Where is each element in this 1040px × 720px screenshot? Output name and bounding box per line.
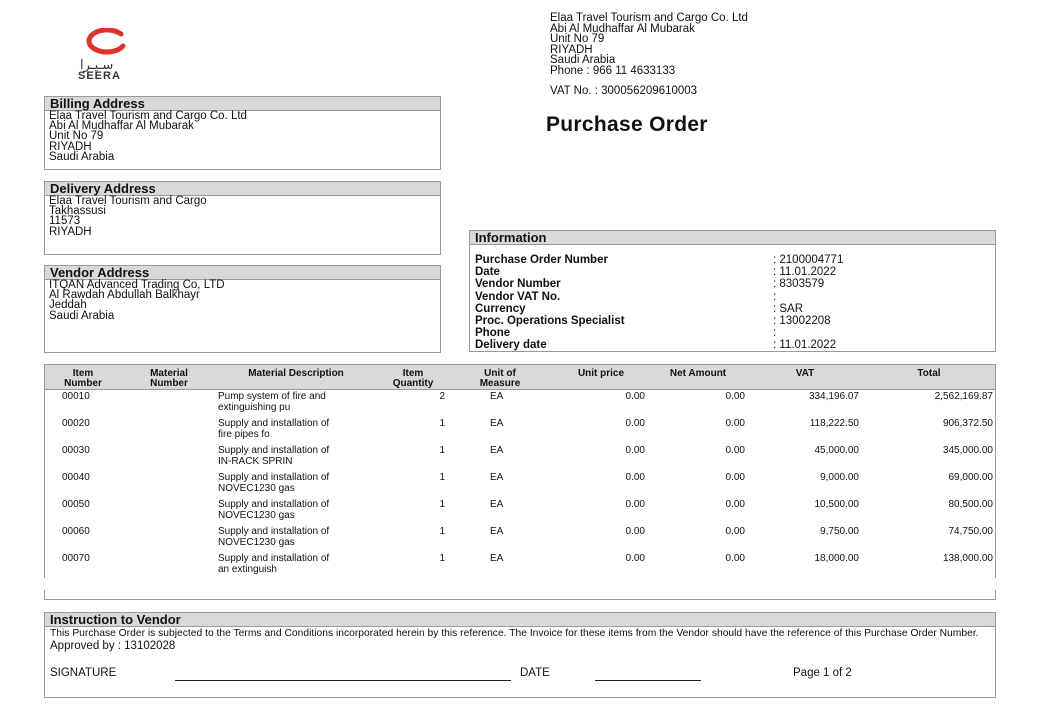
cell-quantity: 1 (439, 499, 445, 510)
cell-vat: 18,000.00 (814, 553, 859, 564)
date-line (595, 680, 701, 681)
company-line: Unit No 79 (550, 33, 605, 46)
info-row (470, 315, 995, 327)
cell-uom: EA (490, 391, 504, 402)
company-line: Abi Al Mudhaffar Al Mubarak (550, 22, 695, 35)
cell-total: 138,000.00 (942, 553, 993, 564)
cell-vat: 10,500.00 (814, 499, 859, 510)
cell-unit-price: 0.00 (625, 472, 645, 483)
table-row (45, 471, 995, 498)
billing-line: Elaa Travel Tourism and Cargo Co. Ltd (49, 110, 247, 122)
cell-vat: 334,196.07 (808, 391, 859, 402)
table-row (45, 417, 995, 444)
cell-unit-price: 0.00 (625, 553, 645, 564)
info-label: Proc. Operations Specialist (475, 314, 625, 327)
col-material-description: Material Description (248, 368, 344, 379)
cell-total: 80,500.00 (948, 499, 993, 510)
cell-item-number: 00050 (62, 499, 90, 510)
cell-item-number: 00070 (62, 553, 90, 564)
cell-quantity: 1 (439, 553, 445, 564)
info-row (470, 291, 995, 303)
col-total: Total (917, 368, 941, 379)
company-address (550, 13, 748, 77)
cell-uom: EA (490, 472, 504, 483)
cell-total: 69,000.00 (948, 472, 993, 483)
cell-net-amount: 0.00 (725, 553, 745, 564)
info-value: : 13002208 (773, 314, 831, 327)
table-row (45, 444, 995, 471)
cell-vat: 9,750.00 (820, 526, 859, 537)
cell-unit-price: 0.00 (625, 391, 645, 402)
table-row (45, 390, 995, 417)
info-label: Vendor VAT No. (475, 290, 561, 303)
items-table-header (44, 364, 996, 390)
info-value: : 8303579 (773, 278, 825, 291)
info-value: : (773, 290, 777, 303)
company-vat-number: VAT No. : 300056209610003 (550, 85, 698, 97)
cell-vat: 45,000.00 (814, 445, 859, 456)
cell-quantity: 1 (439, 445, 445, 456)
col-vat: VAT (795, 368, 815, 379)
cell-net-amount: 0.00 (725, 391, 745, 402)
col-net-amount: Net Amount (669, 368, 727, 379)
cell-unit-price: 0.00 (625, 499, 645, 510)
cell-total: 74,750.00 (948, 526, 993, 537)
info-value: : SAR (773, 302, 804, 315)
instruction-text: This Purchase Order is subjected to the Terms and Conditions incorporated herein by this reference. The Invoice for these items from the Vendor should have the reference of this Purchase Order Number. (50, 628, 979, 639)
date-label: DATE (520, 667, 550, 679)
info-value: : 2100004771 (773, 254, 844, 266)
info-row (470, 278, 995, 290)
company-line: Elaa Travel Tourism and Cargo Co. Ltd (550, 12, 748, 24)
approved-by: Approved by : 13102028 (50, 639, 176, 652)
info-value: : (773, 327, 777, 340)
cell-item-number: 00030 (62, 445, 90, 456)
billing-line: Unit No 79 (49, 130, 104, 143)
information-heading: Information (470, 231, 995, 245)
info-label: Vendor Number (475, 278, 561, 291)
signature-label: SIGNATURE (50, 667, 117, 679)
info-value: : 11.01.2022 (773, 339, 837, 352)
delivery-line: Takhassusi (49, 205, 106, 218)
cell-net-amount: 0.00 (725, 499, 745, 510)
logo-english-text: SEERA (78, 70, 121, 82)
cell-quantity: 1 (439, 418, 445, 429)
billing-line: Abi Al Mudhaffar Al Mubarak (49, 120, 194, 133)
cell-net-amount: 0.00 (725, 445, 745, 456)
info-row (470, 266, 995, 278)
logo-arabic-text: سـيـرا (80, 58, 114, 73)
cell-unit-price: 0.00 (625, 445, 645, 456)
cell-vat: 9,000.00 (820, 472, 859, 483)
delivery-line: Elaa Travel Tourism and Cargo (49, 195, 207, 207)
cell-unit-price: 0.00 (625, 418, 645, 429)
cell-total: 2,562,169.87 (934, 391, 993, 402)
info-row (470, 339, 995, 351)
info-row (470, 254, 995, 266)
cell-item-number: 00020 (62, 418, 90, 429)
cell-net-amount: 0.00 (725, 418, 745, 429)
info-label: Delivery date (475, 339, 547, 352)
cell-unit-price: 0.00 (625, 526, 645, 537)
cell-description: Supply and installation of NOVEC1230 gas (218, 472, 330, 494)
info-row (470, 303, 995, 315)
info-label: Currency (475, 302, 526, 315)
cell-uom: EA (490, 553, 504, 564)
cell-item-number: 00040 (62, 472, 90, 483)
cell-quantity: 2 (439, 391, 445, 402)
cell-total: 345,000.00 (942, 445, 993, 456)
billing-line: RIYADH (49, 140, 92, 153)
info-label: Purchase Order Number (475, 254, 608, 266)
cell-total: 906,372.50 (942, 418, 993, 429)
instruction-heading: Instruction to Vendor (45, 613, 995, 627)
info-value: : 11.01.2022 (773, 266, 837, 279)
page-number: Page 1 of 2 (793, 667, 852, 679)
col-item-number: Item Number (64, 368, 102, 389)
billing-address-heading: Billing Address (45, 97, 440, 111)
billing-line: Saudi Arabia (49, 150, 115, 163)
info-row (470, 327, 995, 339)
table-row (45, 552, 995, 579)
cell-uom: EA (490, 499, 504, 510)
vendor-address-heading: Vendor Address (45, 266, 440, 280)
cell-description: Supply and installation of NOVEC1230 gas (218, 526, 330, 548)
col-unit-price: Unit price (577, 368, 625, 379)
cell-item-number: 00010 (62, 391, 90, 402)
cell-vat: 118,222.50 (809, 418, 859, 429)
items-table-body (44, 390, 996, 578)
delivery-line: RIYADH (49, 225, 92, 238)
table-row (45, 525, 995, 552)
vendor-line: Jeddah (49, 299, 87, 312)
cell-description: Supply and installation of NOVEC1230 gas (218, 499, 330, 521)
cell-net-amount: 0.00 (725, 472, 745, 483)
cell-net-amount: 0.00 (725, 526, 745, 537)
vendor-line: Al Rawdah Abdullah Balkhayr (49, 289, 200, 302)
col-unit-of-measure: Unit of Measure (479, 368, 521, 389)
info-label: Date (475, 266, 500, 279)
col-material-number: Material Number (150, 368, 188, 389)
seera-ring-logo-icon (81, 28, 129, 56)
vendor-line: Saudi Arabia (49, 309, 115, 322)
information-box (469, 230, 996, 352)
cell-uom: EA (490, 418, 504, 429)
cell-description: Supply and installation of IN-RACK SPRIN (218, 445, 330, 467)
company-line: RIYADH (550, 43, 593, 56)
cell-quantity: 1 (439, 472, 445, 483)
cell-description: Supply and installation of an extinguish (218, 553, 330, 575)
cell-uom: EA (490, 445, 504, 456)
delivery-line: 11573 (49, 215, 81, 228)
table-row (45, 498, 995, 525)
delivery-address-box (44, 181, 441, 255)
instruction-to-vendor-box (44, 612, 996, 698)
cell-quantity: 1 (439, 526, 445, 537)
page-title: Purchase Order (546, 113, 708, 136)
vendor-line: ITQAN Advanced Trading Co, LTD (49, 279, 225, 291)
billing-address-box (44, 96, 441, 170)
signature-row (45, 667, 995, 683)
seera-logo (72, 28, 144, 84)
company-line: Phone : 966 11 4633133 (550, 64, 676, 77)
delivery-address-heading: Delivery Address (45, 182, 440, 196)
cell-uom: EA (490, 526, 504, 537)
vendor-address-box (44, 265, 441, 353)
signature-line (175, 680, 511, 681)
cell-description: Pump system of fire and extinguishing pu (218, 391, 326, 413)
cell-description: Supply and installation of fire pipes fo (218, 418, 330, 440)
company-line: Saudi Arabia (550, 54, 616, 67)
col-item-quantity: Item Quantity (392, 368, 434, 389)
items-table-footer (44, 590, 996, 600)
info-label: Phone (475, 327, 511, 340)
cell-item-number: 00060 (62, 526, 90, 537)
